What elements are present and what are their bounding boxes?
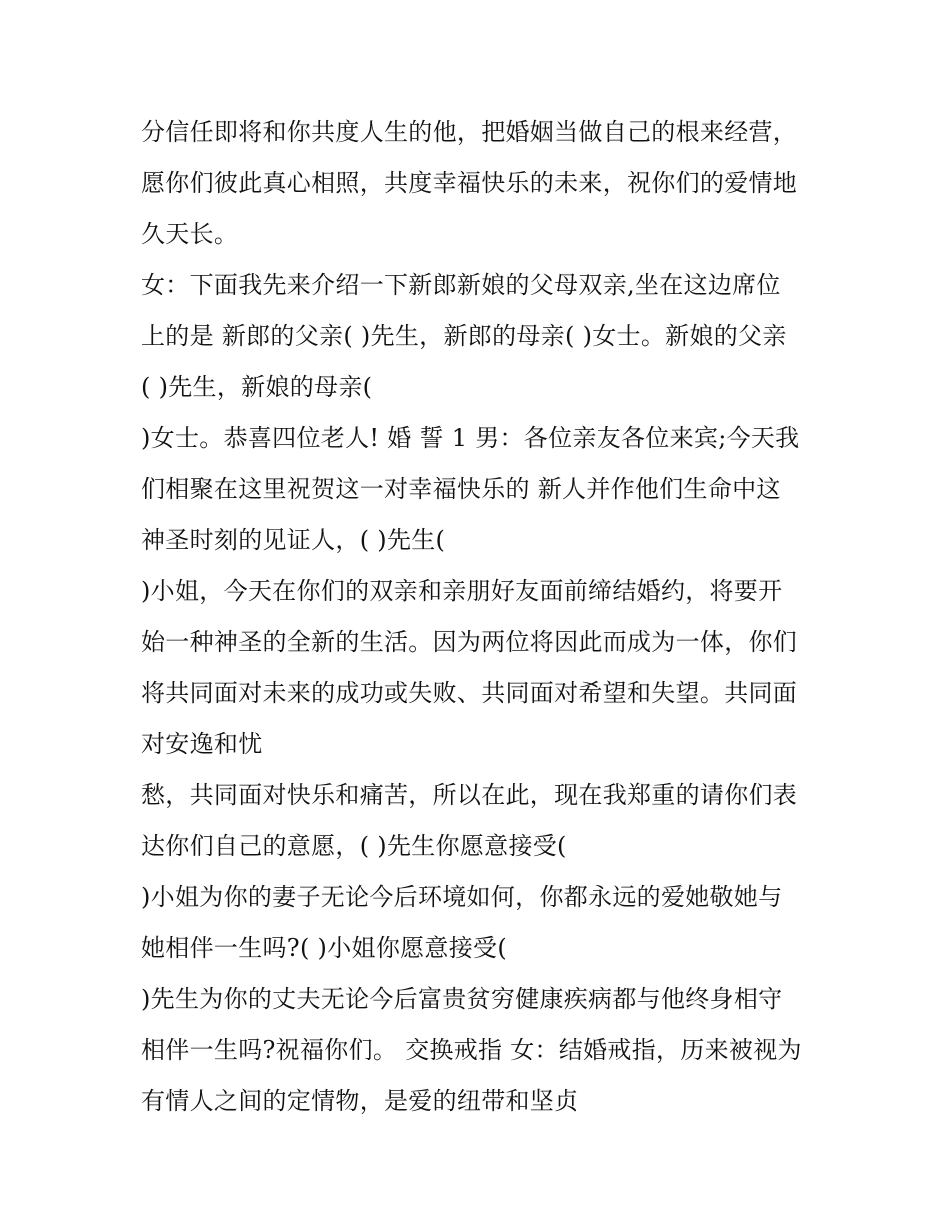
text-line: 她相伴一生吗?( )小姐你愿意接受( [141,934,507,962]
text-line: 上的是 新郎的父亲( )先生，新郎的母亲( )女士。新娘的父亲 [141,322,787,350]
text-line: 愿你们彼此真心相照，共度幸福快乐的未来，祝你们的爱情地 [141,169,798,197]
text-line: )小姐为你的妻子无论今后环境如何，你都永远的爱她敬她与 [141,883,783,911]
text-line: 女：下面我先来介绍一下新郎新娘的父母双亲,坐在这边席位 [141,271,781,299]
text-line: )先生为你的丈夫无论今后富贵贫穷健康疾病都与他终身相守 [141,985,783,1013]
text-line: 始一种神圣的全新的生活。因为两位将因此而成为一体，你们 [141,628,798,656]
body-text [141,107,831,1127]
text-line: 愁，共同面对快乐和痛苦，所以在此，现在我郑重的请你们表 [141,781,798,809]
text-line: 对安逸和忧 [141,730,263,758]
text-line: 神圣时刻的见证人，( )先生( [141,526,446,554]
text-line: )小姐，今天在你们的双亲和亲朋好友面前缔结婚约，将要开 [141,577,783,605]
text-line: 们相聚在这里祝贺这一对幸福快乐的 新人并作他们生命中这 [141,475,781,503]
text-line: 将共同面对未来的成功或失败、共同面对希望和失望。共同面 [141,679,798,707]
text-line: 分信任即将和你共度人生的他，把婚姻当做自己的根来经营， [141,118,798,146]
text-line: ( )先生，新娘的母亲( [141,373,373,401]
text-line: )女士。恭喜四位老人! 婚 誓 1 男：各位亲友各位来宾;今天我 [141,424,800,452]
text-line: 相伴一生吗?祝福你们。 交换戒指 女：结婚戒指，历来被视为 [141,1036,802,1064]
text-line: 有情人之间的定情物，是爱的纽带和坚贞 [141,1087,579,1115]
text-line: 久天长。 [141,220,239,248]
text-line: 达你们自己的意愿，( )先生你愿意接受( [141,832,567,860]
